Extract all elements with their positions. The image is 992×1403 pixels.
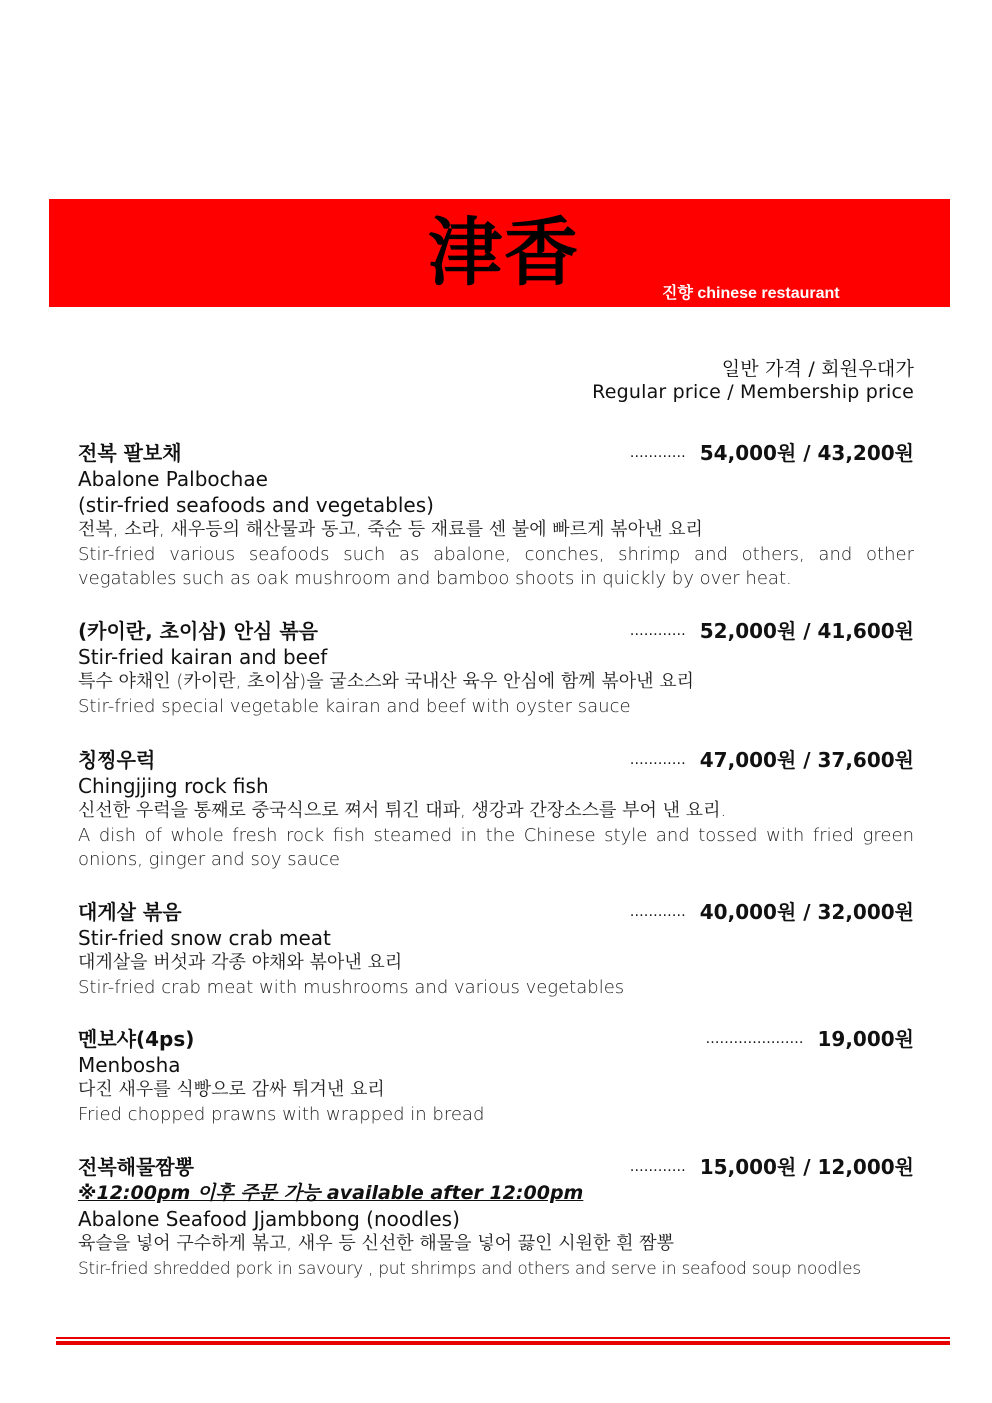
description-english: Stir-fried special vegetable kairan and beef with oyster sauce — [78, 695, 631, 717]
menu-item-english-name: Abalone Seafood Jjambbong (noodles) — [78, 1207, 460, 1231]
price-value: 40,000원 / 32,000원 — [699, 900, 914, 924]
availability-note: ※12:00pm 이후 주문 가능 available after 12:00pm — [78, 1182, 584, 1204]
description-korean: 다진 새우를 식빵으로 감싸 튀겨낸 요리 — [78, 1079, 385, 1100]
leader-dots: ………………… — [705, 1031, 804, 1047]
leader-dots: ………… — [629, 1159, 686, 1175]
menu-item-menbosha — [78, 1026, 914, 1127]
price-value: 52,000원 / 41,600원 — [699, 619, 914, 643]
menu-item-korean-name: 칭찡우럭 — [78, 748, 156, 772]
menu-item-korean-name: 멘보샤(4ps) — [78, 1027, 195, 1051]
price-value: 19,000원 — [817, 1027, 914, 1051]
description-english: Stir-fried shredded pork in savoury , put shrimps and others and serve in seafood soup noodles — [78, 1258, 861, 1279]
menu-item-description — [78, 1232, 914, 1281]
menu-item-price — [630, 899, 914, 925]
footer-divider-thick — [56, 1341, 950, 1345]
menu-item-price — [706, 1026, 915, 1052]
leader-dots: ………… — [629, 752, 686, 768]
menu-item-price — [630, 1154, 914, 1180]
description-english: A dish of whole fresh rock fish steamed in the Chinese style and tossed with fried green onions, ginger and soy sauce — [78, 824, 914, 870]
description-korean: 육슬을 넣어 구수하게 볶고, 새우 등 신선한 해물을 넣어 끓인 시원한 흰 짬뽕 — [78, 1233, 675, 1254]
menu-item-korean-name: 대게살 볶음 — [78, 900, 182, 924]
price-value: 15,000원 / 12,000원 — [699, 1155, 914, 1179]
price-column-header — [592, 358, 914, 404]
menu-item-price — [630, 618, 914, 644]
menu-item-description — [78, 1078, 914, 1127]
menu-item-description — [78, 799, 914, 873]
menu-item-abalone-jjambbong — [78, 1154, 914, 1281]
description-korean: 신선한 우럭을 통째로 중국식으로 쪄서 튀긴 대파, 생강과 간장소스를 부어 낸 요리. — [78, 800, 727, 821]
price-value: 54,000원 / 43,200원 — [699, 441, 914, 465]
menu-item-description — [78, 670, 914, 719]
leader-dots: ………… — [629, 904, 686, 920]
menu-item-korean-name: 전복 팔보채 — [78, 441, 182, 465]
footer-divider-thin — [56, 1337, 950, 1339]
price-header-english: Regular price / Membership price — [592, 381, 914, 403]
menu-item-korean-name: 전복해물짬뽕 — [78, 1155, 194, 1179]
description-english: Stir-fried various seafoods such as abalone, conches, shrimp and others, and other vegatables such as oak mushroom and bamboo shoots in quickly by over heat. — [78, 543, 914, 589]
menu-item-english-name: Abalone Palbochae — [78, 467, 268, 491]
price-header-korean: 일반 가격 / 회원우대가 — [721, 358, 914, 380]
restaurant-logo: 津香 — [428, 210, 580, 296]
price-value: 47,000원 / 37,600원 — [699, 748, 914, 772]
menu-item-english-name: Stir-fried snow crab meat — [78, 926, 331, 950]
description-english: Stir-fried crab meat with mushrooms and various vegetables — [78, 976, 625, 998]
menu-item-english-name: Chingjjing rock fish — [78, 774, 269, 798]
menu-item-description — [78, 951, 914, 1000]
menu-item-chingjjing-rock-fish — [78, 747, 914, 873]
menu-item-korean-name: (카이란, 초이삼) 안심 볶음 — [78, 619, 318, 643]
leader-dots: ………… — [629, 623, 686, 639]
menu-item-english-name: Menbosha — [78, 1053, 181, 1077]
description-english: Fried chopped prawns with wrapped in bread — [78, 1103, 485, 1125]
restaurant-subtitle: 진향 chinese restaurant — [662, 285, 840, 302]
leader-dots: ………… — [629, 445, 686, 461]
menu-item-kairan-beef — [78, 618, 914, 719]
menu-item-snow-crab — [78, 899, 914, 1000]
description-korean: 전복, 소라, 새우등의 해산물과 동고, 죽순 등 재료를 센 불에 빠르게 볶아낸 요리 — [78, 519, 703, 540]
description-korean: 특수 야채인 (카이란, 초이삼)을 굴소스와 국내산 육우 안심에 함께 볶아낸 요리 — [78, 671, 695, 692]
description-korean: 대게살을 버섯과 각종 야채와 볶아낸 요리 — [78, 952, 403, 973]
menu-item-price — [630, 747, 914, 773]
menu-item-abalone-palbochae — [78, 440, 914, 592]
menu-item-english-subtitle: (stir-fried seafoods and vegetables) — [78, 493, 434, 517]
menu-item-english-name: Stir-fried kairan and beef — [78, 645, 328, 669]
menu-item-price — [630, 440, 914, 466]
menu-item-description — [78, 518, 914, 592]
